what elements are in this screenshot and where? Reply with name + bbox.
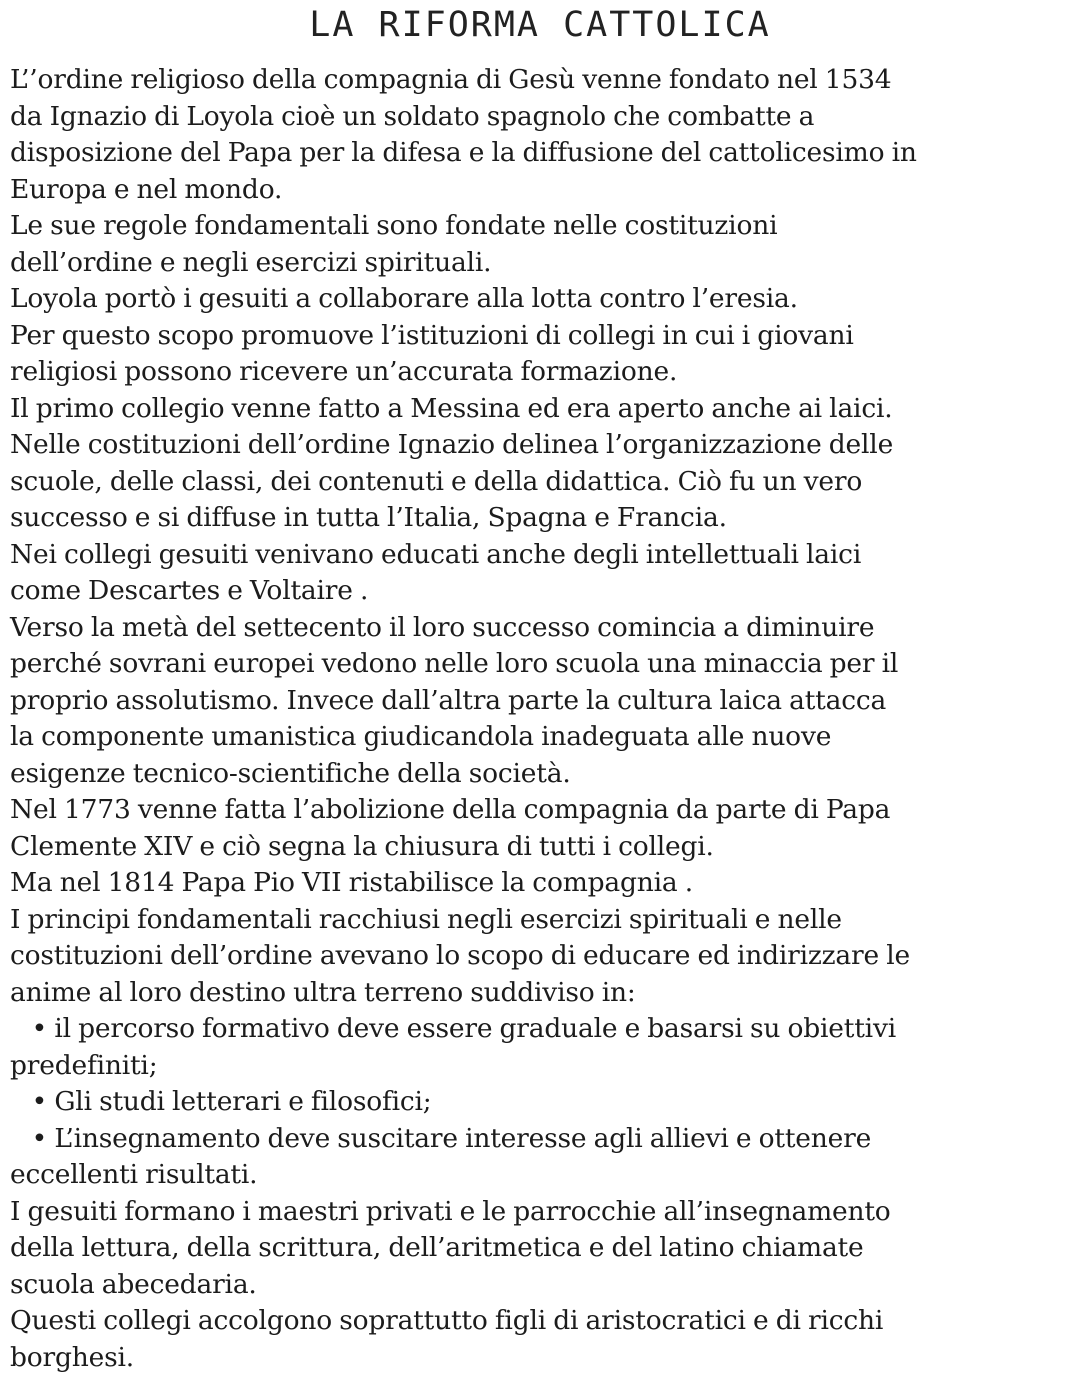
text-line: perché sovrani europei vedono nelle loro scuola una minaccia per il: [10, 648, 899, 679]
text-line: I gesuiti formano i maestri privati e le parrocchie all’insegnamento: [10, 1195, 891, 1227]
text-line: Questi collegi accolgono soprattutto figli di aristocratici e di ricchi: [10, 1305, 884, 1336]
text-line: da Ignazio di Loyola cioè un soldato spagnolo che combatte a: [10, 100, 815, 132]
bullet-item: • L’insegnamento deve suscitare interesse agli allievi e ottenere: [10, 1122, 872, 1154]
text-line: come Descartes e Voltaire .: [10, 575, 369, 606]
text-line: I principi fondamentali racchiusi negli esercizi spirituali e nelle: [10, 903, 842, 935]
text-line: religiosi possono ricevere un’accurata formazione.: [10, 356, 678, 387]
text-line: esigenze tecnico-scientifiche della società.: [10, 757, 571, 789]
bullet-item: • Gli studi letterari e filosofici;: [10, 1086, 432, 1117]
document-body: [10, 62, 1072, 1376]
text-line: scuole, delle classi, dei contenuti e della didattica. Ciò fu un vero: [10, 465, 863, 497]
text-line: Nel 1773 venne fatta l’abolizione della compagnia da parte di Papa: [10, 794, 891, 825]
text-line: proprio assolutismo. Invece dall’altra parte la cultura laica attacca: [10, 684, 887, 716]
text-line: Loyola portò i gesuiti a collaborare alla lotta contro l’eresia.: [10, 283, 798, 314]
text-line: dell’ordine e negli esercizi spirituali.: [10, 246, 492, 278]
text-line: scuola abecedaria.: [10, 1268, 257, 1300]
text-line: della lettura, della scrittura, dell’aritmetica e del latino chiamate: [10, 1232, 864, 1263]
text-line: L’’ordine religioso della compagnia di Gesù venne fondato nel 1534: [10, 64, 892, 95]
text-line: Nei collegi gesuiti venivano educati anche degli intellettuali laici: [10, 538, 862, 570]
text-line: borghesi.: [10, 1341, 134, 1373]
text-line: Europa e nel mondo.: [10, 173, 283, 205]
text-line: predefiniti;: [10, 1049, 158, 1081]
bullet-item: • il percorso formativo deve essere graduale e basarsi su obiettivi: [10, 1013, 897, 1044]
text-line: costituzioni dell’ordine avevano lo scopo di educare ed indirizzare le: [10, 940, 910, 971]
text-line: Verso la metà del settecento il loro successo comincia a diminuire: [10, 611, 875, 643]
text-line: la componente umanistica giudicandola inadeguata alle nuove: [10, 721, 832, 752]
text-line: Per questo scopo promuove l’istituzioni di collegi in cui i giovani: [10, 319, 854, 351]
text-line: Nelle costituzioni dell’ordine Ignazio delinea l’organizzazione delle: [10, 429, 894, 460]
text-line: Clemente XIV e ciò segna la chiusura di tutti i collegi.: [10, 830, 714, 862]
text-line: disposizione del Papa per la difesa e la diffusione del cattolicesimo in: [10, 137, 917, 168]
text-line: successo e si diffuse in tutta l’Italia, Spagna e Francia.: [10, 502, 727, 533]
text-line: anime al loro destino ultra terreno suddiviso in:: [10, 976, 636, 1008]
text-line: Le sue regole fondamentali sono fondate nelle costituzioni: [10, 210, 778, 241]
text-line: Il primo collegio venne fatto a Messina ed era aperto anche ai laici.: [10, 392, 893, 424]
page-title: LA RIFORMA CATTOLICA: [309, 5, 771, 45]
text-line: Ma nel 1814 Papa Pio VII ristabilisce la compagnia .: [10, 867, 693, 898]
text-line: eccellenti risultati.: [10, 1159, 258, 1190]
